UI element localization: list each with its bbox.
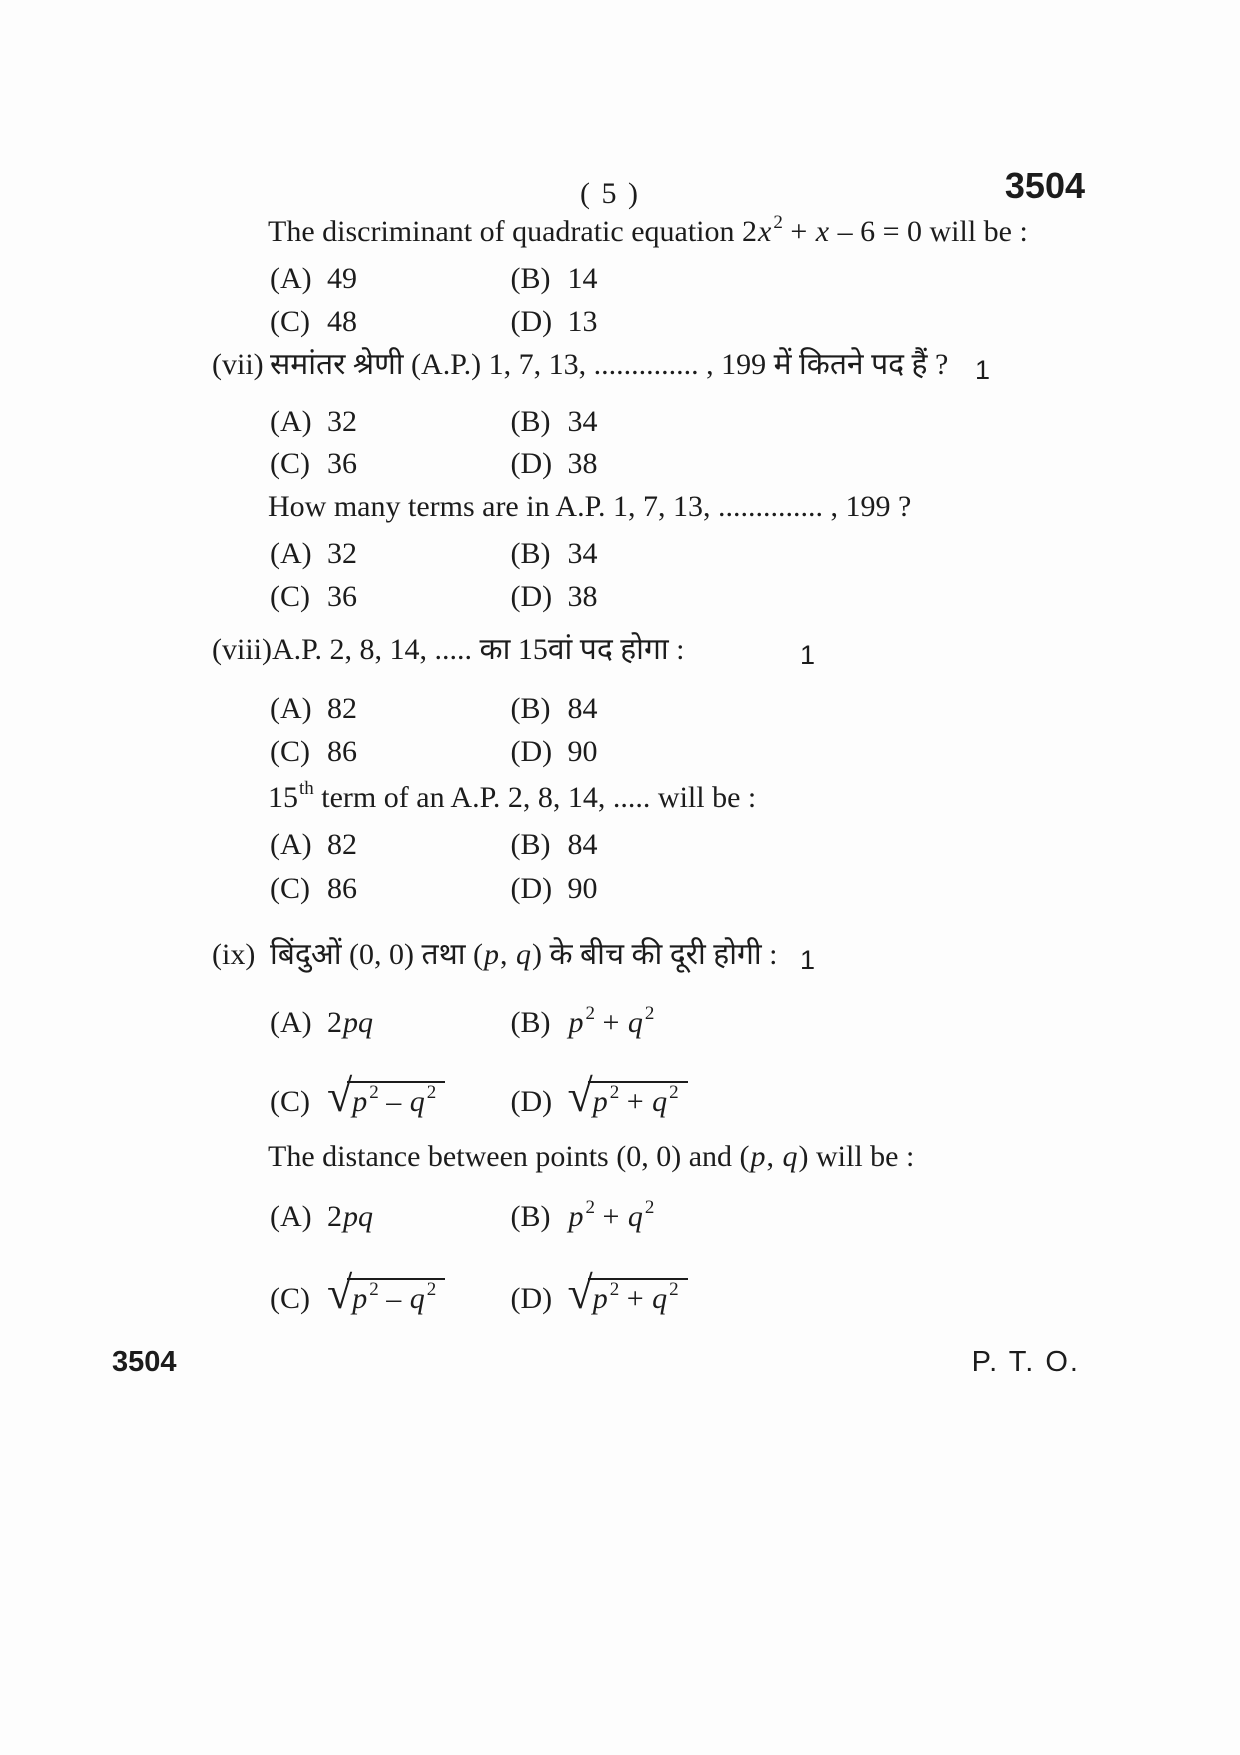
- options-row: [270, 732, 598, 772]
- radical-sign-icon: √: [567, 1070, 593, 1121]
- radical-sign-icon: √: [567, 1267, 593, 1318]
- option-value: [567, 1267, 688, 1320]
- radicand: [347, 1081, 445, 1123]
- option-value: [327, 259, 357, 299]
- option-label: (C): [270, 305, 310, 338]
- question-stem: [268, 212, 1028, 256]
- superscript: 2: [669, 1082, 679, 1103]
- options-row: [270, 577, 598, 617]
- option-value: [568, 1003, 655, 1047]
- superscript: 2: [644, 1197, 655, 1218]
- math-text: ) के बीच की दूरी होगी :: [532, 938, 778, 971]
- option-a: [270, 1197, 503, 1237]
- option-label: (D): [510, 305, 553, 338]
- option-value: [567, 1070, 688, 1123]
- option-label: (B): [510, 692, 551, 725]
- option-a: [270, 402, 503, 442]
- question-stem: [270, 938, 777, 971]
- math-text: 86: [327, 872, 357, 905]
- option-a: [270, 259, 503, 299]
- paper-code-footer: 3504: [112, 1346, 177, 1378]
- option-label: (A): [270, 537, 312, 570]
- option-label: (A): [270, 262, 312, 295]
- option-label: (A): [270, 1006, 312, 1039]
- math-text: +: [619, 1085, 652, 1118]
- math-variable: q: [516, 938, 532, 971]
- option-value: [327, 577, 357, 617]
- option-c: [270, 444, 503, 484]
- option-d: [510, 1070, 688, 1123]
- math-text: ,: [500, 938, 516, 971]
- math-text: 48: [327, 305, 357, 338]
- marks: 1: [800, 945, 816, 975]
- options-row: [270, 534, 598, 574]
- option-d: [511, 869, 598, 909]
- option-value: [327, 302, 357, 342]
- option-value: [327, 402, 357, 442]
- option-label: (A): [270, 1200, 312, 1233]
- math-text: 38: [567, 580, 598, 613]
- option-b: [511, 825, 598, 865]
- options-row: [270, 1267, 688, 1320]
- option-value: [568, 444, 598, 484]
- question-stem: [268, 487, 911, 527]
- math-variable: p: [484, 938, 500, 971]
- math-variable: q: [782, 1140, 798, 1173]
- question-stem: [268, 1137, 914, 1177]
- option-label: (D): [510, 447, 553, 480]
- option-label: (A): [270, 828, 312, 861]
- question-stem: [272, 633, 684, 666]
- math-text: 32: [327, 537, 357, 570]
- paper-code-header: 3504: [1004, 165, 1085, 206]
- math-text: 14: [567, 262, 598, 295]
- math-text: 49: [327, 262, 357, 295]
- question-number: (ix): [212, 938, 256, 971]
- option-b: [511, 534, 598, 574]
- math-text: समांतर श्रेणी (A.P.) 1, 7, 13, .............. , 199 में कितने पद हैं ?: [270, 348, 949, 381]
- math-text: ) will be :: [798, 1140, 915, 1173]
- option-c: [270, 1267, 503, 1320]
- math-variable: q: [627, 1006, 643, 1039]
- superscript: 2: [773, 212, 783, 233]
- options-row: [270, 259, 598, 299]
- superscript: 2: [426, 1082, 437, 1103]
- option-label: (B): [510, 262, 551, 295]
- option-d: [511, 302, 598, 342]
- math-text: The distance between points (0, 0) and (: [268, 1140, 750, 1173]
- option-a: [270, 689, 503, 729]
- square-root: [327, 1070, 445, 1123]
- option-a: [270, 1003, 503, 1043]
- option-label: (B): [510, 537, 551, 570]
- option-label: (C): [270, 580, 310, 613]
- options-row: [270, 825, 598, 865]
- superscript: 2: [369, 1082, 379, 1103]
- math-text: The discriminant of quadratic equation 2: [268, 215, 758, 248]
- square-root: [327, 1267, 445, 1320]
- math-text: 90: [567, 735, 598, 768]
- option-label: (C): [270, 1085, 310, 1118]
- option-label: (A): [270, 692, 312, 725]
- option-label: (B): [510, 1006, 551, 1039]
- marks: 1: [800, 640, 816, 670]
- options-row: [270, 1197, 654, 1241]
- math-variable: q: [409, 1085, 425, 1118]
- option-value: [568, 732, 598, 772]
- math-text: 32: [327, 405, 357, 438]
- option-value: [568, 689, 598, 729]
- superscript: 2: [609, 1082, 620, 1103]
- math-text: 82: [327, 828, 357, 861]
- option-b: [511, 689, 598, 729]
- option-c: [270, 869, 503, 909]
- math-text: 90: [567, 872, 598, 905]
- option-label: (B): [510, 1200, 551, 1233]
- math-text: +: [619, 1282, 652, 1315]
- superscript: 2: [369, 1279, 379, 1300]
- math-variable: p: [592, 1282, 608, 1315]
- math-variable: pq: [343, 1006, 373, 1039]
- option-value: [327, 444, 357, 484]
- math-text: +: [595, 1200, 627, 1233]
- option-value: [327, 869, 357, 909]
- radical-sign-icon: √: [327, 1267, 353, 1318]
- option-label: (D): [510, 1282, 553, 1315]
- radicand: [347, 1278, 445, 1320]
- math-text: term of an A.P. 2, 8, 14, ..... will be :: [313, 781, 757, 814]
- option-label: (D): [510, 1085, 553, 1118]
- question-number: (vii): [212, 348, 264, 381]
- option-value: [568, 402, 598, 442]
- option-label: (D): [510, 872, 553, 905]
- option-value: [568, 534, 598, 574]
- option-label: (B): [510, 405, 551, 438]
- math-text: +: [595, 1006, 627, 1039]
- radicand: [588, 1278, 688, 1320]
- math-text: 36: [327, 580, 357, 613]
- pto-label: P. T. O.: [971, 1346, 1080, 1378]
- option-value: [568, 577, 598, 617]
- superscript: 2: [585, 1197, 595, 1218]
- question-line: [212, 935, 816, 975]
- math-text: 34: [567, 405, 598, 438]
- option-d: [511, 732, 598, 772]
- option-d: [511, 577, 598, 617]
- question-line: [212, 630, 816, 670]
- option-value: [568, 1197, 655, 1241]
- superscript: th: [299, 778, 314, 799]
- option-value: [327, 1267, 445, 1320]
- page-number: ( 5 ): [580, 177, 640, 210]
- option-label: (D): [510, 580, 553, 613]
- math-variable: pq: [343, 1200, 373, 1233]
- math-text: 2: [327, 1006, 342, 1039]
- math-text: 13: [567, 305, 598, 338]
- math-variable: q: [652, 1282, 668, 1315]
- math-variable: q: [652, 1085, 668, 1118]
- option-a: [270, 825, 503, 865]
- option-value: [327, 825, 357, 865]
- math-text: How many terms are in A.P. 1, 7, 13, .............. , 199 ?: [268, 490, 912, 523]
- option-d: [510, 1267, 688, 1320]
- math-text: 34: [567, 537, 598, 570]
- option-label: (C): [270, 1282, 310, 1315]
- option-c: [270, 302, 503, 342]
- question-stem: [270, 348, 948, 381]
- radicand: [588, 1081, 688, 1123]
- option-b: [511, 402, 598, 442]
- math-text: बिंदुओं (0, 0) तथा (: [270, 938, 484, 971]
- option-c: [270, 732, 503, 772]
- superscript: 2: [585, 1003, 595, 1024]
- math-text: 36: [327, 447, 357, 480]
- option-value: [327, 1070, 445, 1123]
- math-text: – 6 = 0 will be :: [830, 215, 1028, 248]
- options-row: [270, 444, 598, 484]
- option-value: [568, 825, 598, 865]
- options-row: [270, 1070, 688, 1123]
- options-row: [270, 402, 598, 442]
- math-text: 15: [268, 781, 298, 814]
- option-value: [327, 1197, 374, 1237]
- options-row: [270, 302, 598, 342]
- math-variable: p: [750, 1140, 766, 1173]
- option-a: [270, 534, 503, 574]
- math-text: A.P. 2, 8, 14, ..... का 15वां पद होगा :: [272, 633, 685, 666]
- option-label: (C): [270, 447, 310, 480]
- option-d: [511, 444, 598, 484]
- math-text: –: [378, 1085, 409, 1118]
- square-root: [567, 1070, 688, 1123]
- option-value: [568, 259, 598, 299]
- options-row: [270, 1003, 654, 1047]
- superscript: 2: [669, 1279, 679, 1300]
- option-c: [270, 577, 503, 617]
- option-value: [327, 689, 357, 729]
- math-text: +: [782, 215, 815, 248]
- math-text: 86: [327, 735, 357, 768]
- question-number: (viii): [212, 633, 272, 666]
- option-value: [568, 869, 598, 909]
- math-text: ,: [766, 1140, 782, 1173]
- marks: 1: [975, 355, 991, 385]
- option-value: [568, 302, 598, 342]
- question-stem: [268, 778, 756, 822]
- math-text: –: [378, 1282, 409, 1315]
- option-b: [511, 1197, 655, 1241]
- math-text: 82: [327, 692, 357, 725]
- option-label: (C): [270, 872, 310, 905]
- option-value: [327, 732, 357, 772]
- radical-sign-icon: √: [327, 1070, 353, 1121]
- math-variable: x: [815, 215, 830, 248]
- superscript: 2: [644, 1003, 655, 1024]
- math-variable: q: [627, 1200, 643, 1233]
- math-text: 84: [567, 828, 598, 861]
- option-label: (A): [270, 405, 312, 438]
- math-variable: p: [352, 1282, 368, 1315]
- option-c: [270, 1070, 503, 1123]
- option-b: [511, 259, 598, 299]
- superscript: 2: [426, 1279, 437, 1300]
- math-variable: p: [568, 1200, 584, 1233]
- options-row: [270, 869, 598, 909]
- math-text: 38: [567, 447, 598, 480]
- math-text: 2: [327, 1200, 342, 1233]
- option-b: [511, 1003, 655, 1047]
- option-value: [327, 534, 357, 574]
- superscript: 2: [609, 1279, 620, 1300]
- math-variable: p: [592, 1085, 608, 1118]
- math-variable: q: [409, 1282, 425, 1315]
- square-root: [567, 1267, 688, 1320]
- math-variable: p: [568, 1006, 584, 1039]
- option-label: (C): [270, 735, 310, 768]
- math-variable: p: [352, 1085, 368, 1118]
- option-value: [327, 1003, 374, 1043]
- option-label: (B): [510, 828, 551, 861]
- math-variable: x: [758, 215, 772, 248]
- math-text: 84: [567, 692, 598, 725]
- option-label: (D): [510, 735, 553, 768]
- options-row: [270, 689, 598, 729]
- question-line: [212, 345, 991, 385]
